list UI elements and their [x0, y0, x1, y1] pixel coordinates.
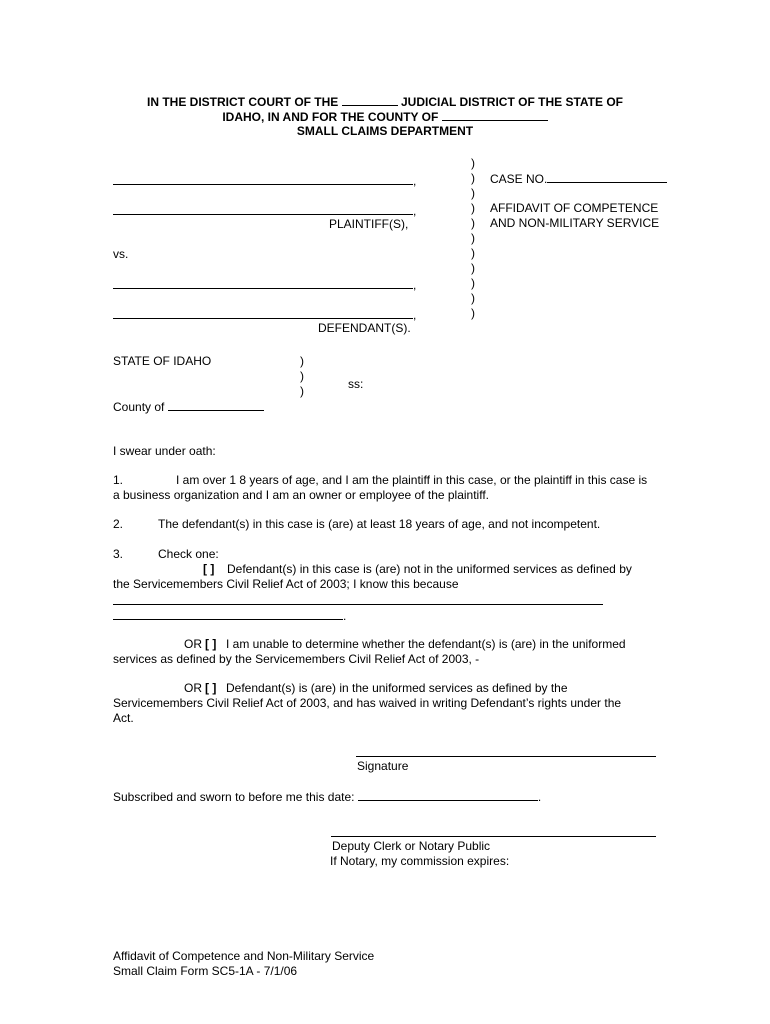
caption-paren: )	[471, 186, 475, 200]
option1-explanation-line-1[interactable]	[113, 604, 603, 605]
option2-text-line2: services as defined by the Servicemembers Civil Relief Act of 2003, -	[113, 652, 480, 666]
item2-number: 2.	[113, 517, 124, 531]
option1-explanation-line-2[interactable]	[113, 619, 343, 620]
option1-period: .	[343, 609, 347, 623]
option3-checkbox[interactable]: [ ]	[205, 681, 217, 695]
venue-county-label: County of	[113, 400, 165, 414]
versus-label: vs.	[113, 247, 129, 261]
item1-text-line1: I am over 1 8 years of age, and I am the plaintiff in this case, or the plaintiff in this case is	[176, 473, 648, 487]
defendant-comma-2: ,	[413, 308, 417, 322]
item3-text: Check one:	[158, 547, 219, 561]
subscribed-period: .	[537, 790, 542, 804]
caption-paren: )	[471, 171, 475, 185]
option2-or-label: OR	[184, 637, 202, 651]
court-heading-line2	[0, 110, 770, 123]
court-heading-pre: IN THE DISTRICT COURT OF THE	[146, 95, 339, 109]
caption-paren: )	[471, 246, 475, 260]
defendant-label: DEFENDANT(S).	[318, 321, 411, 335]
venue-paren: )	[300, 384, 304, 398]
option2-checkbox[interactable]: [ ]	[205, 637, 217, 651]
department-heading: SMALL CLAIMS DEPARTMENT	[296, 124, 474, 138]
item3-number: 3.	[113, 547, 124, 561]
subscribed-label: Subscribed and sworn to before me this date:	[113, 790, 355, 804]
option2-text-line1: I am unable to determine whether the defendant(s) is (are) in the uniformed	[226, 637, 626, 651]
caption-paren: )	[471, 156, 475, 170]
district-blank[interactable]	[342, 95, 398, 106]
item1-text-line2: a business organization and I am an owner or employee of the plaintiff.	[113, 488, 490, 502]
plaintiff-comma-1: ,	[413, 174, 417, 188]
caption-paren: )	[471, 276, 475, 290]
plaintiff-name-line-1[interactable]	[113, 184, 413, 185]
commission-label: If Notary, my commission expires:	[330, 854, 510, 868]
option1-checkbox[interactable]: [ ]	[203, 562, 215, 576]
venue-state: STATE OF IDAHO	[113, 354, 212, 368]
item1-number: 1.	[113, 473, 124, 487]
venue-paren: )	[300, 354, 304, 368]
subscribed-field	[113, 790, 541, 803]
defendant-comma-1: ,	[413, 278, 417, 292]
case-number-label: CASE NO.	[490, 172, 548, 186]
signature-label: Signature	[357, 759, 409, 773]
caption-paren: )	[471, 216, 475, 230]
option1-text-line2: the Servicemembers Civil Relief Act of 2003; I know this because	[113, 577, 459, 591]
option3-text-line2: Servicemembers Civil Relief Act of 2003, and has waived in writing Defendant’s rights under the	[113, 696, 622, 710]
footer-form-number: Small Claim Form SC5-1A - 7/1/06	[113, 964, 298, 978]
case-number-field	[490, 172, 667, 185]
item2-text: The defendant(s) in this case is (are) at least 18 years of age, and not incompetent.	[158, 517, 601, 531]
defendant-name-line-1[interactable]	[113, 288, 413, 289]
plaintiff-name-line-2[interactable]	[113, 214, 413, 215]
caption-paren: )	[471, 231, 475, 245]
caption-paren: )	[471, 306, 475, 320]
venue-paren: )	[300, 369, 304, 383]
caption-paren: )	[471, 291, 475, 305]
signature-line[interactable]	[356, 756, 656, 757]
clerk-label: Deputy Clerk or Notary Public	[332, 839, 491, 853]
plaintiff-comma-2: ,	[413, 204, 417, 218]
option3-text-line3: Act.	[113, 711, 134, 725]
venue-county-blank[interactable]	[168, 400, 264, 411]
option3-or-label: OR	[184, 681, 202, 695]
caption-paren: )	[471, 201, 475, 215]
county-heading-label: IDAHO, IN AND FOR THE COUNTY OF	[222, 110, 439, 124]
plaintiff-label: PLAINTIFF(S),	[329, 217, 409, 231]
clerk-signature-line[interactable]	[331, 836, 656, 837]
footer-form-title: Affidavit of Competence and Non-Military Service	[113, 949, 375, 963]
subscribed-date-blank[interactable]	[358, 790, 538, 801]
venue-ss: ss:	[348, 377, 364, 391]
caption-paren: )	[471, 261, 475, 275]
defendant-name-line-2[interactable]	[113, 318, 413, 319]
document-title-line1: AFFIDAVIT OF COMPETENCE	[490, 201, 659, 215]
court-heading-line1	[0, 95, 770, 108]
oath-statement: I swear under oath:	[113, 444, 216, 458]
county-heading-blank[interactable]	[442, 110, 548, 121]
document-title-line2: AND NON-MILITARY SERVICE	[490, 216, 660, 230]
venue-county-field	[113, 400, 264, 413]
case-number-blank[interactable]	[547, 172, 667, 183]
option1-text-line1: Defendant(s) in this case is (are) not in the uniformed services as defined by	[227, 562, 632, 576]
court-heading-post: JUDICIAL DISTRICT OF THE STATE OF	[401, 95, 623, 109]
option3-text-line1: Defendant(s) is (are) in the uniformed services as defined by the	[226, 681, 568, 695]
